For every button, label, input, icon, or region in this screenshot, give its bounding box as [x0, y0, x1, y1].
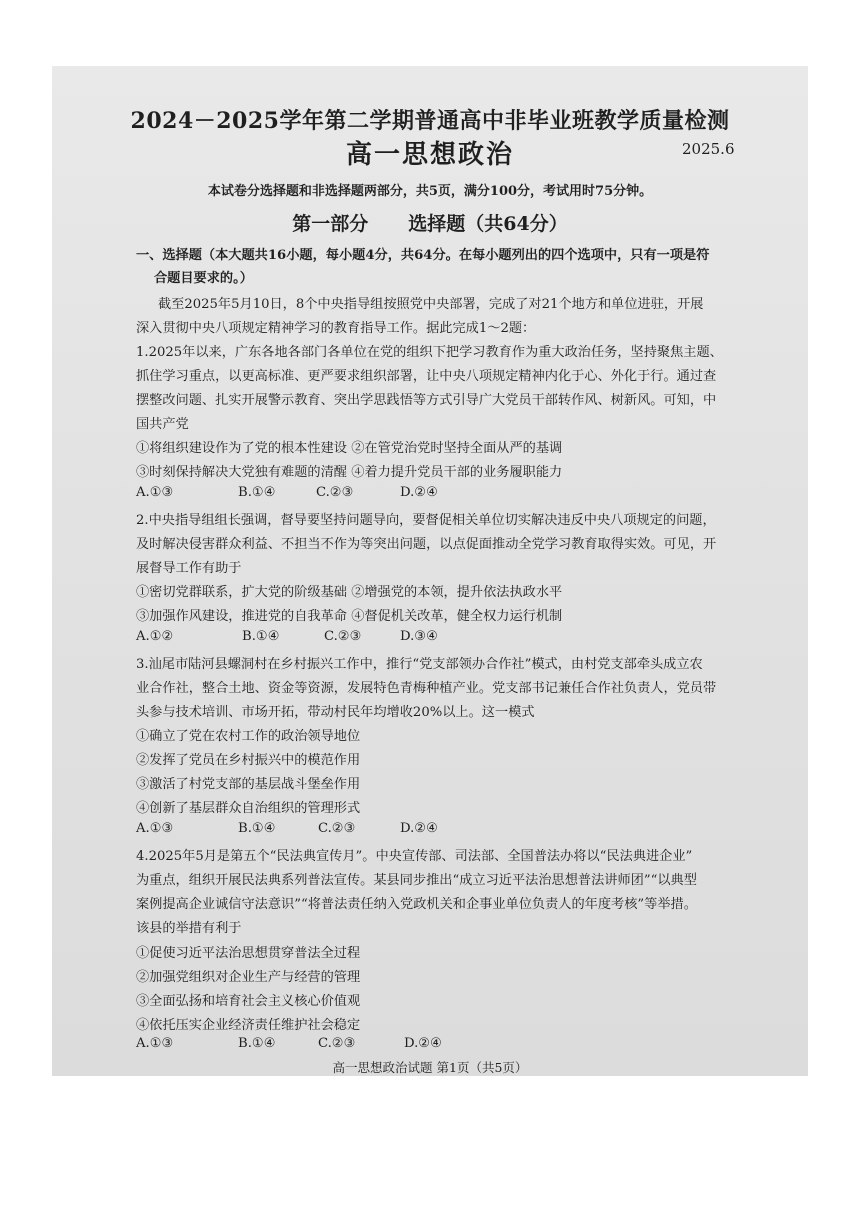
- q3-options: [136, 821, 456, 839]
- subject-title: 高一思想政治: [345, 140, 514, 170]
- context-line1: 截至2025年5月10日，8个中央指导组按照党中央部署，完成了对21个地方和单位进驻，开展: [158, 297, 704, 312]
- q1-line: 摆整改问题、扎实开展警示教育、突出学思践悟等方式引导广大党员干部转作风、树新风。可知，中: [136, 393, 717, 408]
- q4-option-d[interactable]: D.②④: [404, 1036, 442, 1051]
- q1-line: 抓住学习重点，以更高标准、更严要求组织部署，让中央八项规定精神内化于心、外化于行。通过查: [136, 369, 717, 384]
- q2-statement: ③加强作风建设，推进党的自我革命 ④督促机关改革，健全权力运行机制: [136, 609, 563, 624]
- part-heading-b: 选择题（共64分）: [408, 213, 568, 235]
- q3-line: 3.汕尾市陆河县螺洞村在乡村振兴工作中，推行“党支部领办合作社”模式，由村党支部牵头成立农: [136, 657, 703, 672]
- q1-statement: ③时刻保持解决大党独有难题的清醒 ④着力提升党员干部的业务履职能力: [136, 465, 563, 480]
- q4-line: 为重点，组织开展民法典系列普法宣传。某县同步推出“成立习近平法治思想普法讲师团”“以典型: [136, 873, 697, 888]
- q4-statement: ②加强党组织对企业生产与经营的管理: [136, 970, 361, 985]
- context-line2: 深入贯彻中央八项规定精神学习的教育指导工作。据此完成1～2题：: [136, 321, 536, 336]
- q1-option-a[interactable]: A.①③: [136, 485, 174, 500]
- q2-line: 展督导工作有助于: [136, 561, 242, 576]
- q4-option-a[interactable]: A.①③: [136, 1036, 174, 1051]
- q1-options: [136, 485, 436, 503]
- q2-option-c[interactable]: C.②③: [324, 629, 362, 644]
- q1-option-d[interactable]: D.②④: [400, 485, 438, 500]
- q1-line: 国共产党: [136, 417, 189, 432]
- q4-statement: ①促使习近平法治思想贯穿普法全过程: [136, 946, 361, 961]
- q3-statement: ③激活了村党支部的基层战斗堡垒作用: [136, 777, 361, 792]
- exam-title: 2024－2025学年第二学期普通高中非毕业班教学质量检测: [130, 108, 730, 134]
- section-instruction-line1: 一、选择题（本大题共16小题，每小题4分，共64分。在每小题列出的四个选项中，只有一项是符: [136, 248, 710, 263]
- q3-option-b[interactable]: B.①④: [238, 821, 276, 836]
- q4-line: 案例提高企业诚信守法意识”“将普法责任纳入党政机关和企事业单位负责人的年度考核”等举措。: [136, 897, 697, 912]
- q2-options: [136, 629, 456, 647]
- q2-option-d[interactable]: D.③④: [400, 629, 438, 644]
- q3-statement: ④创新了基层群众自治组织的管理形式: [136, 801, 361, 816]
- q4-options: [136, 1036, 466, 1054]
- q1-option-b[interactable]: B.①④: [238, 485, 276, 500]
- q2-statement: ①密切党群联系，扩大党的阶级基础 ②增强党的本领，提升依法执政水平: [136, 585, 563, 600]
- page-footer: 高一思想政治试题 第1页（共5页）: [332, 1060, 528, 1075]
- exam-note: 本试卷分选择题和非选择题两部分，共5页，满分100分，考试用时75分钟。: [207, 184, 653, 199]
- q1-line: 1.2025年以来，广东各地各部门各单位在党的组织下把学习教育作为重大政治任务，坚持聚焦主题、: [136, 345, 723, 360]
- q1-statement: ①将组织建设作为了党的根本性建设 ②在管党治党时坚持全面从严的基调: [136, 441, 563, 456]
- q3-line: 头参与技术培训、市场开拓，带动村民年均增收20%以上。这一模式: [136, 705, 535, 720]
- q4-line: 4.2025年5月是第五个“民法典宣传月”。中央宣传部、司法部、全国普法办将以“民法典进企业”: [136, 849, 693, 864]
- q2-line: 2.中央指导组组长强调，督导要坚持问题导向，要督促相关单位切实解决违反中央八项规定的问题，: [136, 513, 716, 528]
- q4-option-c[interactable]: C.②③: [318, 1036, 356, 1051]
- q3-statement: ①确立了党在农村工作的政治领导地位: [136, 729, 361, 744]
- q4-option-b[interactable]: B.①④: [238, 1036, 276, 1051]
- exam-page: [52, 66, 808, 1076]
- q4-statement: ④依托压实企业经济责任维护社会稳定: [136, 1018, 361, 1033]
- q2-line: 及时解决侵害群众利益、不担当不作为等突出问题，以点促面推动全党学习教育取得实效。可见，开: [136, 537, 717, 552]
- q3-option-a[interactable]: A.①③: [136, 821, 174, 836]
- q3-line: 业合作社，整合土地、资金等资源，发展特色青梅种植产业。党支部书记兼任合作社负责人，党员带: [136, 681, 717, 696]
- exam-date: 2025.6: [682, 140, 735, 158]
- q2-option-b[interactable]: B.①④: [242, 629, 280, 644]
- part-heading: [52, 209, 808, 236]
- q4-line: 该县的举措有利于: [136, 921, 242, 936]
- q2-option-a[interactable]: A.①②: [136, 629, 174, 644]
- q3-statement: ②发挥了党员在乡村振兴中的模范作用: [136, 753, 361, 768]
- q1-option-c[interactable]: C.②③: [316, 485, 354, 500]
- q4-statement: ③全面弘扬和培育社会主义核心价值观: [136, 994, 361, 1009]
- part-heading-a: 第一部分: [292, 213, 369, 235]
- q3-option-d[interactable]: D.②④: [400, 821, 438, 836]
- q3-option-c[interactable]: C.②③: [318, 821, 356, 836]
- section-instruction-line2: 合题目要求的。）: [154, 271, 253, 286]
